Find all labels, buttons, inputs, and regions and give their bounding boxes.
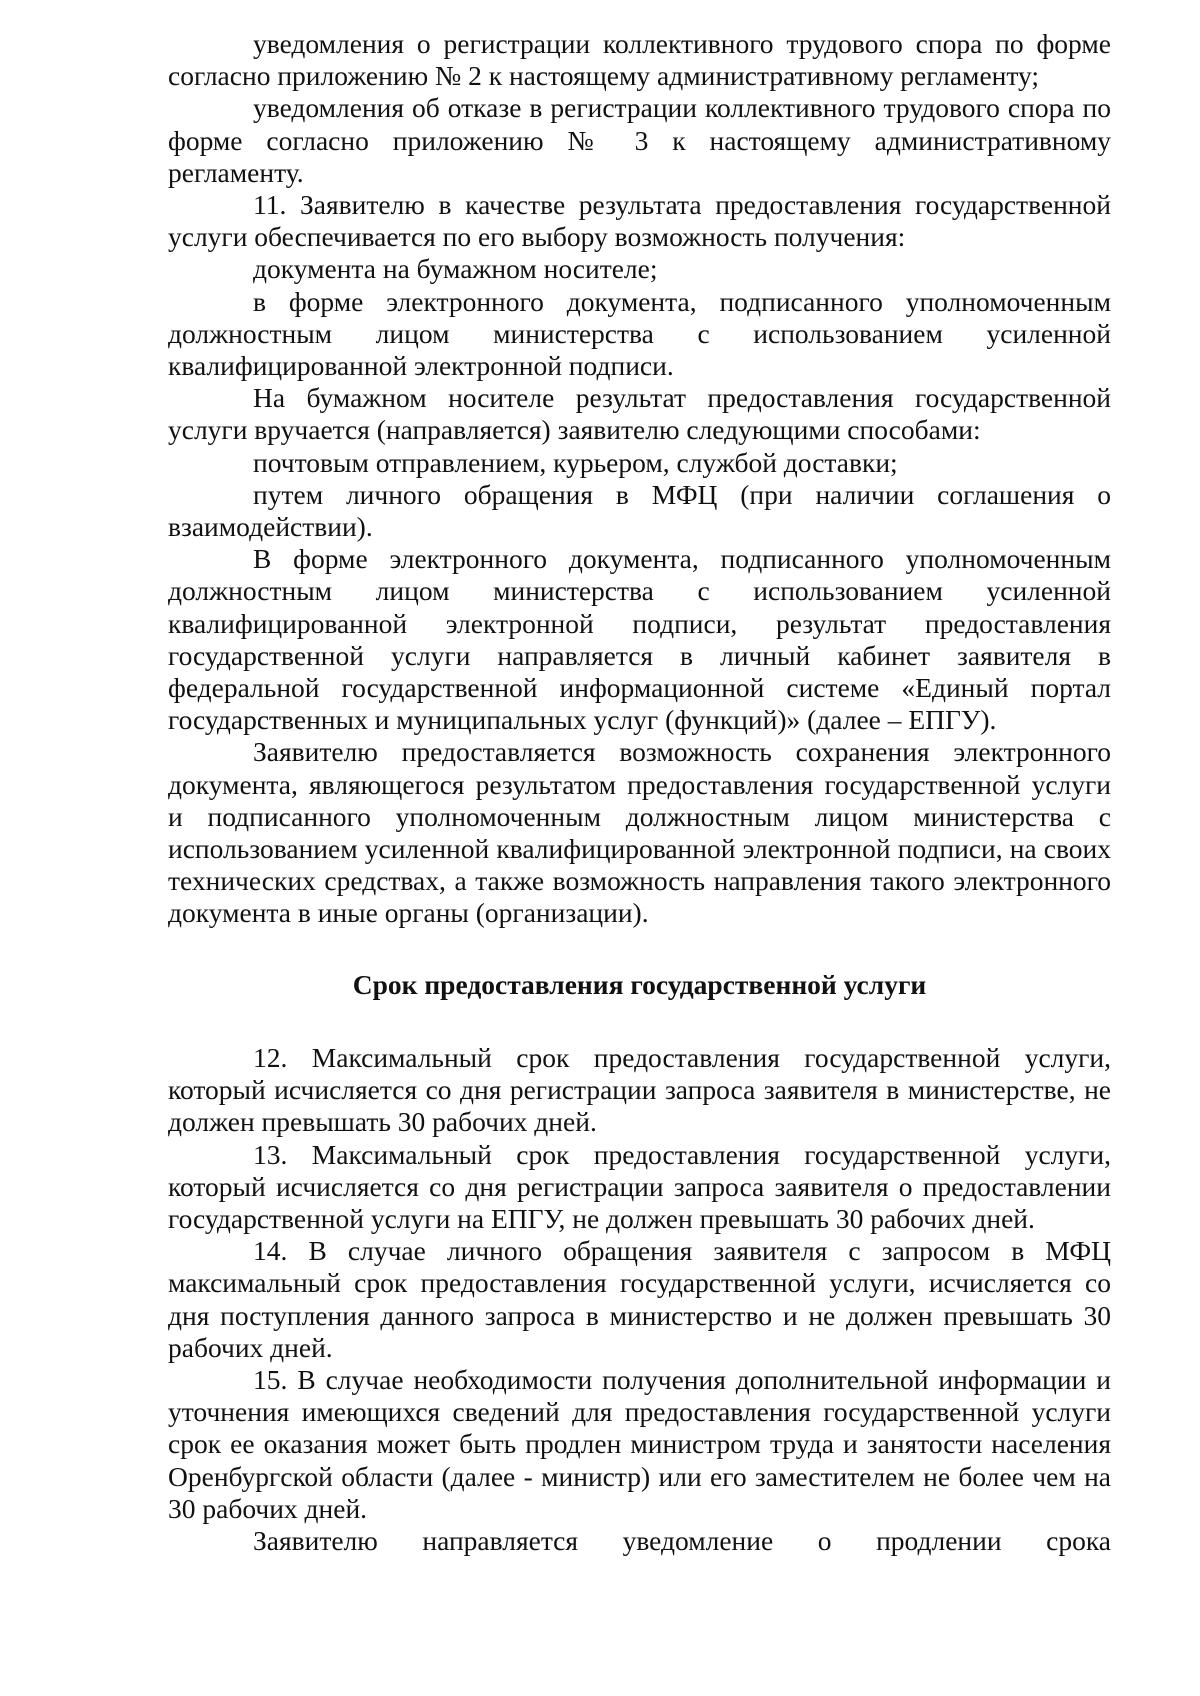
paragraph-mfc-visit: путем личного обращения в МФЦ (при наличии соглашения о взаимодействии). — [168, 478, 1111, 543]
paragraph-item-11: 11. Заявителю в качестве результата предоставления государственной услуги обеспечивается по его выбору возможность получения: — [168, 189, 1111, 253]
paragraph-save-document: Заявителю предоставляется возможность сохранения электронного документа, являющегося результатом предоставления государственной услуги и подписанного уполномоченным должностным лицом министерства с использованием усиленной квалифицированной электронной подписи, на своих технических средствах, а также возможность направления такого электронного документа в иные органы (организации). — [168, 736, 1111, 929]
paragraph-electronic-document: в форме электронного документа, подписанного уполномоченным должностным лицом министерства с использованием усиленной квалифицированной электронной подписи. — [168, 285, 1111, 382]
paragraph-paper-document: документа на бумажном носителе; — [253, 253, 658, 285]
paragraph-item-12: 12. Максимальный срок предоставления государственной услуги, который исчисляется со дня регистрации запроса заявителя в министерстве, не должен превышать 30 рабочих дней. — [168, 1041, 1111, 1138]
paragraph-extension-notice: Заявителю направляется уведомление о продлении срока — [253, 1524, 1111, 1556]
paragraph-notice-registration: уведомления о регистрации коллективного трудового спора по форме согласно приложению № 2 к настоящему административному регламенту; — [168, 28, 1111, 92]
paragraph-electronic-epgu: В форме электронного документа, подписанного уполномоченным должностным лицом министерства с использованием усиленной квалифицированной электронной подписи, результат предоставления государственной услуги направляется в личный кабинет заявителя в федеральной государственной информационной системе «Единый портал государственных и муниципальных услуг (функций)» (далее – ЕПГУ). — [168, 543, 1111, 736]
paragraph-item-13: 13. Максимальный срок предоставления государственной услуги, который исчисляется со дня регистрации запроса заявителя о предоставлении государственной услуги на ЕПГУ, не должен превышать 30 рабочих дней. — [168, 1138, 1111, 1234]
paragraph-paper-delivery: На бумажном носителе результат предоставления государственной услуги вручается (направляется) заявителю следующими способами: — [168, 382, 1111, 446]
document-page — [168, 28, 1111, 1557]
paragraph-item-15: 15. В случае необходимости получения дополнительной информации и уточнения имеющихся сведений для предоставления государственной услуги срок ее оказания может быть продлен министром труда и занятости населения Оренбургской области (далее - министр) или его заместителем не более чем на 30 рабочих дней. — [168, 1363, 1111, 1524]
paragraph-item-14: 14. В случае личного обращения заявителя с запросом в МФЦ максимальный срок предоставления государственной услуги, исчисляется со дня поступления данного запроса в министерство и не должен превышать 30 рабочих дней. — [168, 1235, 1111, 1363]
paragraph-postal-delivery: почтовым отправлением, курьером, службой доставки; — [253, 446, 898, 478]
paragraph-notice-refusal: уведомления об отказе в регистрации коллективного трудового спора по форме согласно приложению № 3 к настоящему административному регламенту. — [168, 92, 1111, 188]
section-heading: Срок предоставления государственной услуги — [352, 968, 927, 1000]
